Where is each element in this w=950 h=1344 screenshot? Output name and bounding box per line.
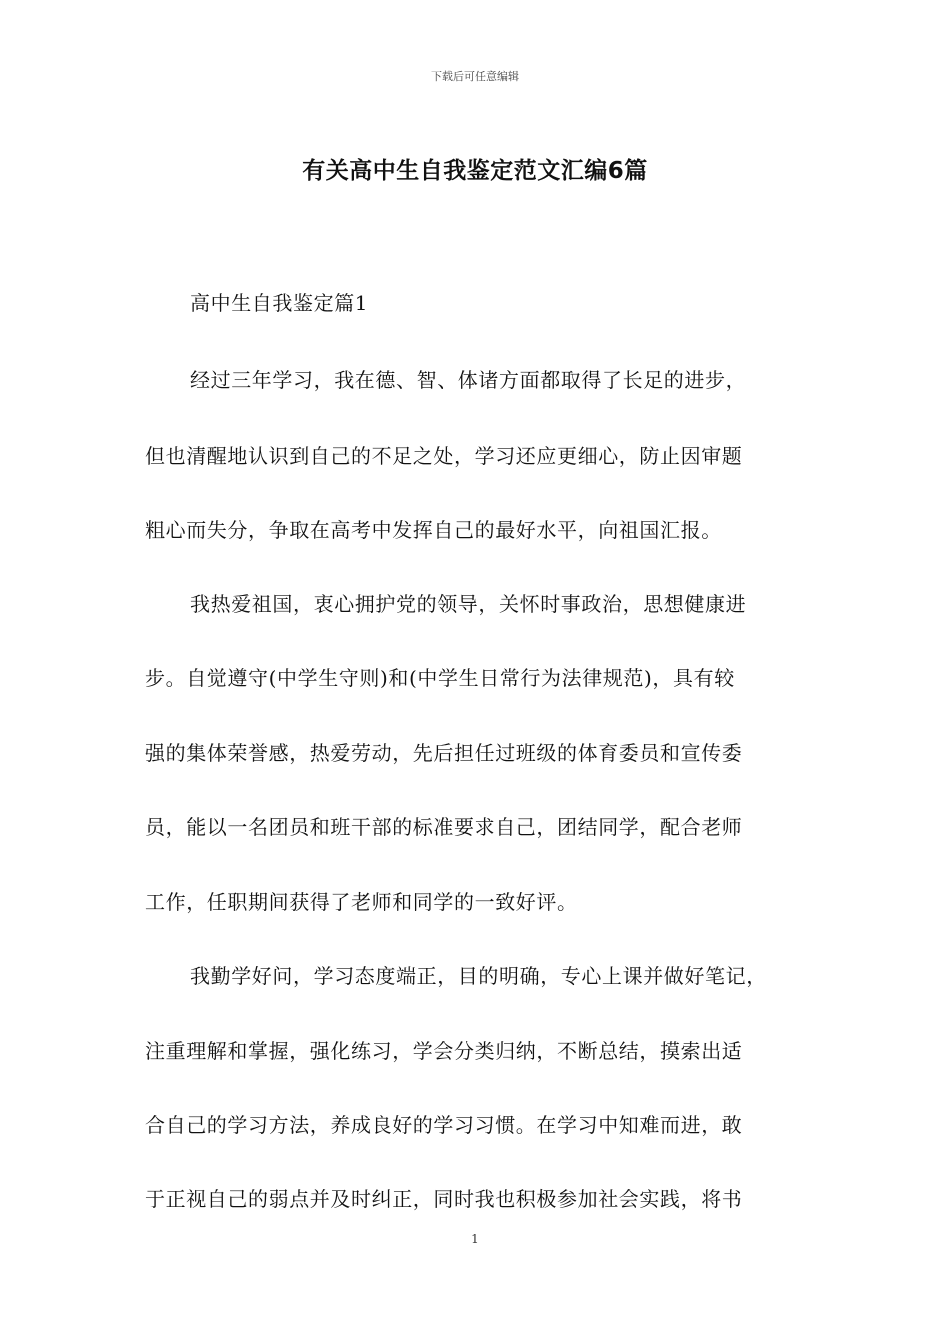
body-line: 强的集体荣誉感，热爱劳动，先后担任过班级的体育委员和宣传委: [145, 741, 743, 765]
body-line: 于正视自己的弱点并及时纠正，同时我也积极参加社会实践，将书: [145, 1187, 743, 1211]
document-title: 有关高中生自我鉴定范文汇编6篇: [302, 158, 648, 184]
section-heading: 高中生自我鉴定篇1: [190, 291, 369, 315]
body-line: 我热爱祖国，衷心拥护党的领导，关怀时事政治，思想健康进: [190, 592, 747, 616]
body-line: 粗心而失分，争取在高考中发挥自己的最好水平，向祖国汇报。: [145, 518, 722, 542]
body-line: 员，能以一名团员和班干部的标准要求自己，团结同学，配合老师: [145, 815, 743, 839]
body-line: 合自己的学习方法，养成良好的学习习惯。在学习中知难而进，敢: [145, 1113, 743, 1137]
body-line: 经过三年学习，我在德、智、体诸方面都取得了长足的进步，: [190, 368, 747, 392]
page-header-note: 下载后可任意编辑: [431, 70, 519, 83]
page-number: 1: [471, 1232, 479, 1246]
body-line: 但也清醒地认识到自己的不足之处，学习还应更细心，防止因审题: [145, 444, 743, 468]
body-line: 注重理解和掌握，强化练习，学会分类归纳，不断总结，摸索出适: [145, 1039, 743, 1063]
body-line: 我勤学好问，学习态度端正，目的明确，专心上课并做好笔记，: [190, 964, 767, 988]
body-line: 步。自觉遵守(中学生守则)和(中学生日常行为法律规范)，具有较: [145, 666, 735, 690]
body-line: 工作，任职期间获得了老师和同学的一致好评。: [145, 890, 578, 914]
